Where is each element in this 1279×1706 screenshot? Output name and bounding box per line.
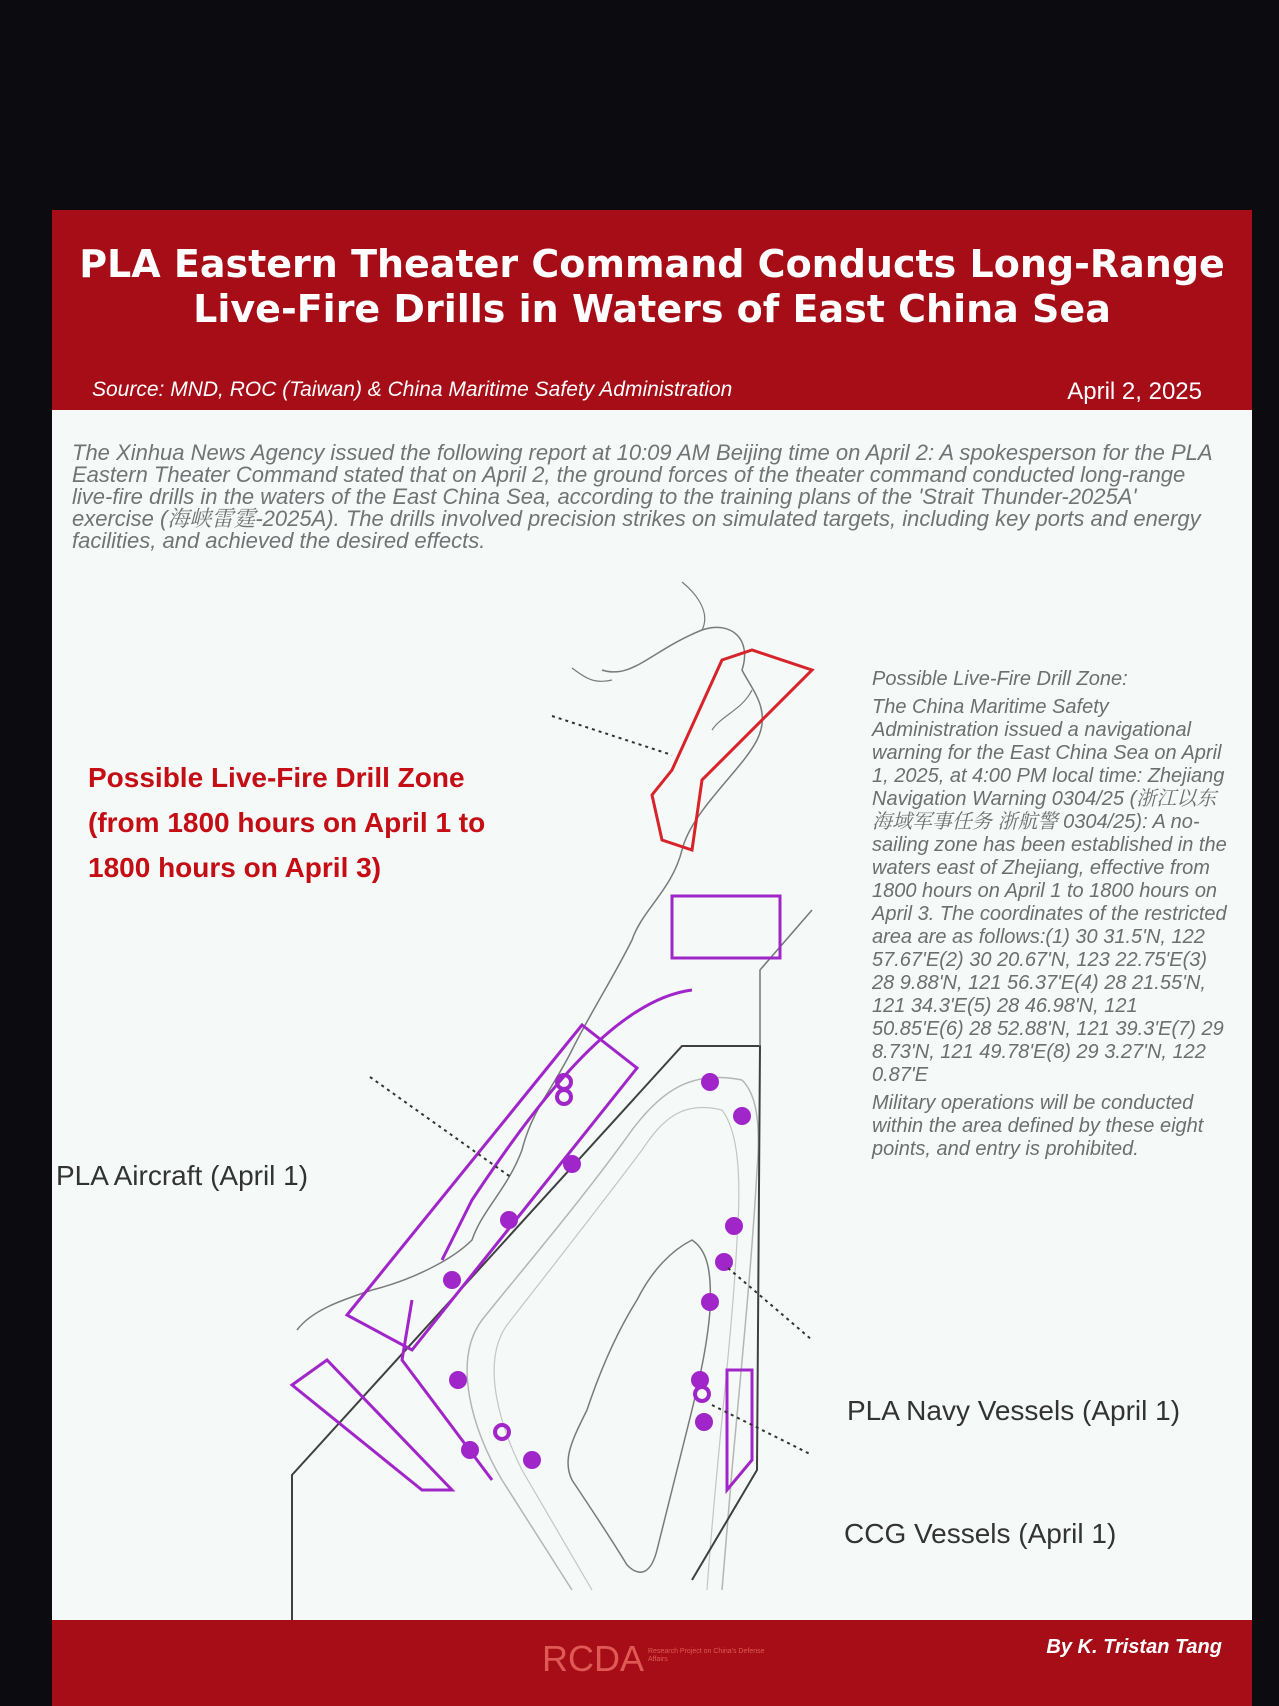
ccg-ring (495, 1425, 509, 1439)
ccg-ring (557, 1090, 571, 1104)
navy-label: PLA Navy Vessels (April 1) (847, 1395, 1181, 1426)
title-line-1: PLA Eastern Theater Command Conducts Long-Range (79, 242, 1225, 286)
author-byline: By K. Tristan Tang (1046, 1636, 1222, 1658)
china-coastline (297, 627, 762, 1330)
aircraft-dot (443, 1271, 461, 1289)
aircraft-leader (370, 1077, 512, 1178)
aircraft-dot (523, 1451, 541, 1469)
contour-line (707, 1110, 739, 1590)
pla-zone-inner (442, 990, 692, 1260)
drill-zone-label-line1: Possible Live-Fire Drill Zone (88, 762, 465, 793)
rcda-logo-subtitle: Research Project on China's Defense Affairs (648, 1648, 765, 1663)
aircraft-dot (449, 1371, 467, 1389)
navy-dot (733, 1107, 751, 1125)
china-coast-detail (572, 582, 752, 730)
drill-zone-label-line2: (from 1800 hours on April 1 to (88, 807, 486, 838)
pla-zone-sw (292, 1360, 452, 1490)
ccg-markers (495, 1075, 709, 1439)
sidebar-footer: Military operations will be conducted within the area defined by these eight points, and entry is prohibited. (872, 1092, 1204, 1160)
sidebar-heading: Possible Live-Fire Drill Zone: (872, 668, 1128, 690)
navy-dot (701, 1293, 719, 1311)
pla-zone-west (347, 1025, 637, 1350)
aircraft-dot (461, 1441, 479, 1459)
pla-zone-rect (672, 896, 780, 958)
pla-aircraft-markers (443, 1155, 581, 1469)
aircraft-dot (563, 1155, 581, 1173)
drill-zone-leader (552, 716, 672, 755)
title-line-2: Live-Fire Drills in Waters of East China Sea (193, 287, 1111, 331)
navy-dot (701, 1073, 719, 1091)
sidebar-body: The China Maritime Safety Administration issued a navigational warning for the East China Sea on April 1, 2025, at 4:00 PM local time: Zhejiang Navigation Warning 0304/25 (浙江以东海域军事任务 浙航警 0304/25): A no-sailing zone has been established in the waters east of Zhejiang, effective from 1800 hours on April 1 to 1800 hours on April 3. The coordinates of the restricted area are as follows:(1) 30 31.5'N, 122 57.67'E(2) 30 20.67'N, 123 22.75'E(3) 28 9.88'N, 121 56.37'E(4) 28 21.55'N, 121 34.3'E(5) 28 46.98'N, 121 50.85'E(6) 28 52.88'N, 121 39.3'E(7) 29 8.73'N, 121 49.78'E(8) 29 3.27'N, 122 0.87'E (872, 696, 1227, 1086)
navy-leader (728, 1268, 812, 1340)
drill-zone-polygon (652, 650, 812, 850)
footer-banner (52, 1620, 1252, 1706)
publication-date: April 2, 2025 (1067, 378, 1202, 405)
navy-dot (715, 1253, 733, 1271)
ccg-label: CCG Vessels (April 1) (844, 1518, 1117, 1549)
boundary-line-ne (760, 910, 812, 1046)
source-credit: Source: MND, ROC (Taiwan) & China Maritime Safety Administration (92, 378, 733, 401)
navy-dot (725, 1217, 743, 1235)
aircraft-dot (500, 1211, 518, 1229)
rcda-logo: RCDA (542, 1638, 645, 1679)
aircraft-label: PLA Aircraft (April 1) (56, 1160, 309, 1191)
contour-line (722, 1080, 758, 1590)
taiwan-island (568, 1240, 710, 1572)
navy-dot (695, 1413, 713, 1431)
intro-paragraph: The Xinhua News Agency issued the following report at 10:09 AM Beijing time on April 2: A spokesperson for the PLA Eastern Theater Command stated that on April 2, the ground forces of the theater command conducted long-range live-fire drills in the waters of the East China Sea, according to the training plans of the 'Strait Thunder-2025A' exercise (海峡雷霆-2025A). The drills involved precision strikes on simulated targets, including key ports and energy facilities, and achieved the desired effects. (72, 440, 1212, 553)
contour-line (467, 1077, 742, 1590)
warning-sidebar (872, 668, 1232, 1161)
drill-zone-label-line3: 1800 hours on April 3) (88, 852, 382, 883)
ccg-ring (695, 1387, 709, 1401)
drill-zone-label (88, 755, 485, 890)
infographic-poster (52, 210, 1252, 1706)
pla-navy-markers (691, 1073, 751, 1431)
contour-line (494, 1107, 722, 1590)
